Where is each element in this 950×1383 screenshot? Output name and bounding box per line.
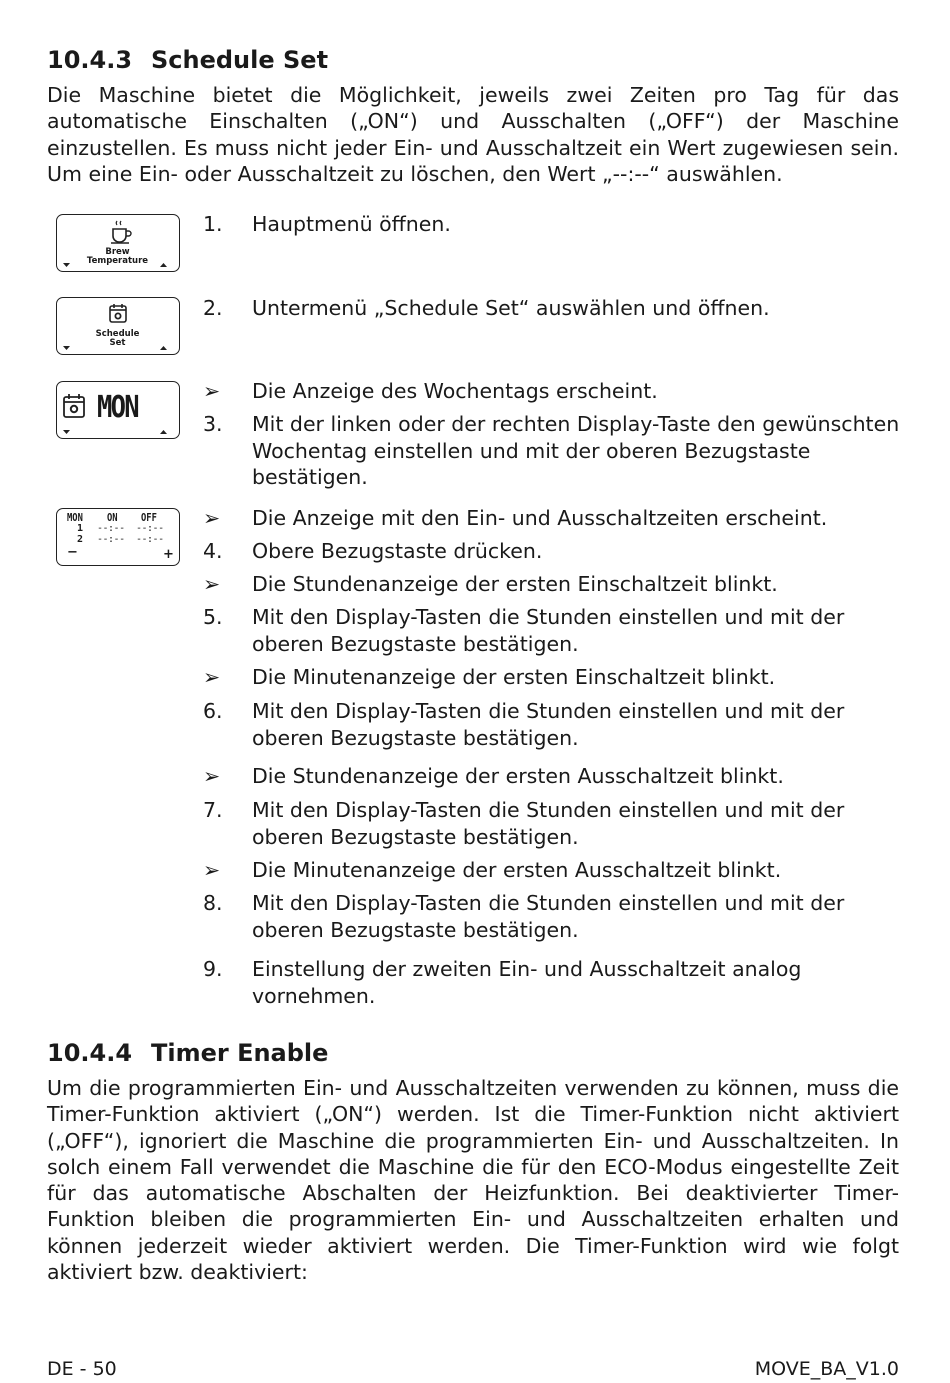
step-text: Die Minutenanzeige der ersten Ausschaltzeit blinkt. — [252, 858, 782, 882]
plus-sign: + — [163, 547, 174, 562]
step-marker: 7. — [203, 798, 223, 822]
times-off-1: --:-- — [136, 523, 164, 534]
step-7 — [203, 797, 903, 850]
times-col-on: ON — [107, 511, 118, 524]
step-5 — [203, 604, 903, 657]
times-day: MON — [67, 511, 83, 524]
step-text: Obere Bezugstaste drücken. — [252, 539, 543, 563]
step-text: Die Minutenanzeige der ersten Einschaltzeit blinkt. — [252, 665, 776, 689]
step-text: Mit den Display-Tasten die Stunden einstellen und mit der oberen Bezugstaste bestätigen. — [252, 605, 845, 656]
section-intro: Die Maschine bietet die Möglichkeit, jeweils zwei Zeiten pro Tag für das automatische Einschalten („ON“) und Ausschalten („OFF“) der Maschine einzustellen. Es muss nicht jeder Ein- und Ausschaltzeit ein Wert zugewiesen sein. Um eine Ein- oder Ausschaltzeit zu löschen, den Wert „--:--“ auswählen. — [47, 83, 899, 186]
times-row-2: 2 — [77, 534, 84, 545]
manual-page — [47, 0, 899, 1383]
step-4 — [203, 538, 903, 565]
display-label-line1: Schedule — [95, 329, 140, 339]
result-on-minute-blinks — [203, 664, 903, 691]
result-arrow-icon: ➢ — [203, 572, 221, 596]
result-arrow-icon: ➢ — [203, 506, 221, 530]
step-text: Die Stundenanzeige der ersten Ausschaltzeit blinkt. — [252, 764, 784, 788]
arrow-down-up-icons — [57, 215, 181, 273]
times-on-2: --:-- — [97, 534, 125, 545]
display-on-off-times — [56, 508, 180, 566]
times-off-2: --:-- — [136, 534, 164, 545]
result-on-hour-blinks — [203, 571, 903, 598]
step-marker: 4. — [203, 539, 223, 563]
step-1 — [203, 211, 903, 238]
result-arrow-icon: ➢ — [203, 858, 221, 882]
arrow-down-up-icons — [57, 382, 181, 440]
step-text: Die Anzeige des Wochentags erscheint. — [252, 379, 658, 403]
step-marker: 9. — [203, 957, 223, 981]
display-brew-temperature — [56, 214, 180, 272]
step-9 — [203, 956, 903, 1009]
section-body: Um die programmierten Ein- und Ausschaltzeiten verwenden zu können, muss die Timer-Funktion aktiviert („ON“) werden. Ist die Timer-Funktion nicht aktiviert („OFF“), ignoriert die Maschine die programmierten Ein- und Ausschaltzeiten. In solch einem Fall verwendet die Maschine die für den ECO-Modus eingestellte Zeit für das automatische Abschalten der Heizfunktion. Bei deaktivierter Timer-Funktion bleiben die programmierten Ein- und Ausschaltzeiten erhalten und können jederzeit wieder aktiviert werden. Die Timer-Funktion wird wie folgt aktiviert bzw. deaktiviert: — [47, 1076, 899, 1285]
result-arrow-icon: ➢ — [203, 665, 221, 689]
result-off-minute-blinks — [203, 857, 903, 884]
weekday-value: MON — [97, 390, 138, 425]
step-8 — [203, 890, 903, 943]
section-title: Schedule Set — [151, 46, 329, 74]
display-label-line1: Brew — [105, 247, 130, 257]
step-text: Die Anzeige mit den Ein- und Ausschaltzeiten erscheint. — [252, 506, 828, 530]
section-number: 10.4.3 — [47, 46, 133, 74]
section-heading-schedule-set — [47, 45, 328, 75]
step-text: Mit der linken oder der rechten Display-Taste den gewünschten Wochentag einstellen und mit der oberen Bezugstaste bestätigen. — [252, 412, 900, 489]
times-col-off: OFF — [141, 511, 157, 524]
footer-page-number: DE - 50 — [47, 1358, 117, 1380]
step-2 — [203, 295, 903, 322]
step-text: Mit den Display-Tasten die Stunden einstellen und mit der oberen Bezugstaste bestätigen. — [252, 798, 845, 849]
step-3 — [203, 411, 903, 491]
times-on-1: --:-- — [97, 523, 125, 534]
step-text: Einstellung der zweiten Ein- und Ausschaltzeit analog vornehmen. — [252, 957, 802, 1008]
step-marker: 8. — [203, 891, 223, 915]
section-number: 10.4.4 — [47, 1039, 133, 1067]
step-marker: 3. — [203, 412, 223, 436]
result-weekday — [203, 378, 903, 405]
step-6 — [203, 698, 903, 751]
section-heading-timer-enable — [47, 1038, 328, 1068]
times-row-1: 1 — [77, 523, 84, 534]
step-text: Untermenü „Schedule Set“ auswählen und öffnen. — [252, 296, 770, 320]
step-text: Die Stundenanzeige der ersten Einschaltzeit blinkt. — [252, 572, 778, 596]
minus-sign: − — [67, 545, 78, 560]
result-arrow-icon: ➢ — [203, 764, 221, 788]
step-marker: 5. — [203, 605, 223, 629]
section-title: Timer Enable — [151, 1039, 329, 1067]
display-label-line2: Set — [109, 338, 126, 348]
step-marker: 2. — [203, 296, 223, 320]
display-weekday — [56, 381, 180, 439]
step-marker: 1. — [203, 212, 223, 236]
step-text: Mit den Display-Tasten die Stunden einstellen und mit der oberen Bezugstaste bestätigen. — [252, 699, 845, 750]
footer-document-id: MOVE_BA_V1.0 — [754, 1358, 899, 1380]
result-arrow-icon: ➢ — [203, 379, 221, 403]
step-text: Hauptmenü öffnen. — [252, 212, 451, 236]
result-off-hour-blinks — [203, 763, 903, 790]
display-schedule-set — [56, 297, 180, 355]
result-times-display — [203, 505, 903, 532]
arrow-down-up-icons — [57, 298, 181, 356]
display-label-line2: Temperature — [86, 256, 149, 266]
step-text: Mit den Display-Tasten die Stunden einstellen und mit der oberen Bezugstaste bestätigen. — [252, 891, 845, 942]
step-marker: 6. — [203, 699, 223, 723]
